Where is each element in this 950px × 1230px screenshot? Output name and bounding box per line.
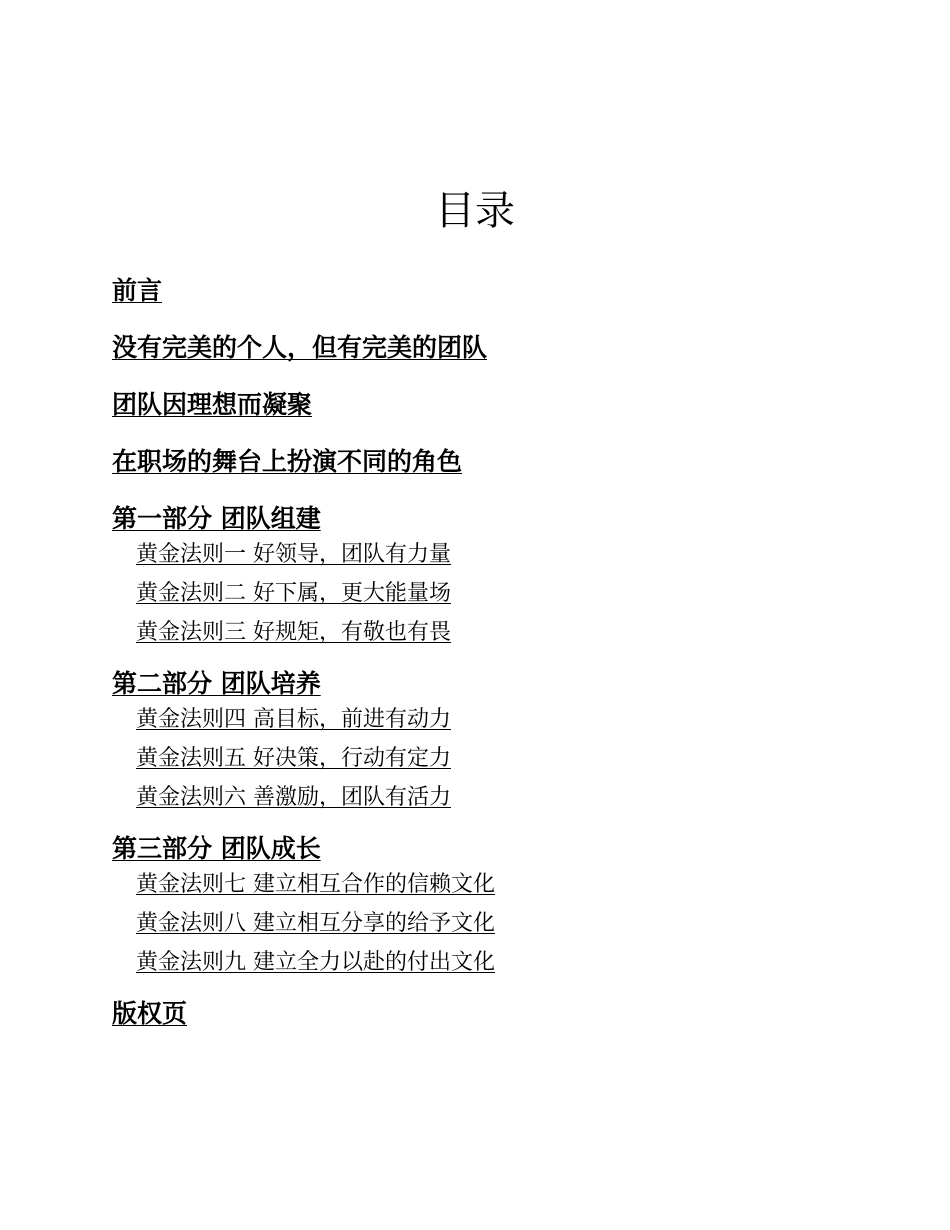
toc-link-rule-1[interactable]: 黄金法则一 好领导，团队有力量 bbox=[136, 542, 451, 567]
toc-link-intro-3[interactable]: 在职场的舞台上扮演不同的角色 bbox=[112, 447, 463, 476]
toc-link-part-3[interactable]: 第三部分 团队成长 bbox=[112, 834, 321, 863]
toc-link-part-1[interactable]: 第一部分 团队组建 bbox=[112, 504, 321, 533]
toc-link-copyright[interactable]: 版权页 bbox=[112, 999, 188, 1028]
toc-link-intro-1[interactable]: 没有完美的个人，但有完美的团队 bbox=[112, 333, 488, 362]
toc-link-rule-9[interactable]: 黄金法则九 建立全力以赴的付出文化 bbox=[136, 950, 495, 975]
toc-link-rule-4[interactable]: 黄金法则四 高目标，前进有动力 bbox=[136, 707, 451, 732]
toc-link-rule-3[interactable]: 黄金法则三 好规矩，有敬也有畏 bbox=[136, 620, 451, 645]
toc-link-intro-2[interactable]: 团队因理想而凝聚 bbox=[112, 390, 313, 419]
toc-link-preface[interactable]: 前言 bbox=[112, 276, 163, 305]
toc-link-rule-2[interactable]: 黄金法则二 好下属，更大能量场 bbox=[136, 581, 451, 606]
toc-link-rule-8[interactable]: 黄金法则八 建立相互分享的给予文化 bbox=[136, 911, 495, 936]
toc-link-rule-5[interactable]: 黄金法则五 好决策，行动有定力 bbox=[136, 746, 451, 771]
toc-heading: 目录 bbox=[435, 188, 515, 234]
toc-link-part-2[interactable]: 第二部分 团队培养 bbox=[112, 669, 321, 698]
table-of-contents bbox=[112, 272, 495, 1052]
toc-link-rule-6[interactable]: 黄金法则六 善激励，团队有活力 bbox=[136, 785, 451, 810]
toc-link-rule-7[interactable]: 黄金法则七 建立相互合作的信赖文化 bbox=[136, 872, 495, 897]
